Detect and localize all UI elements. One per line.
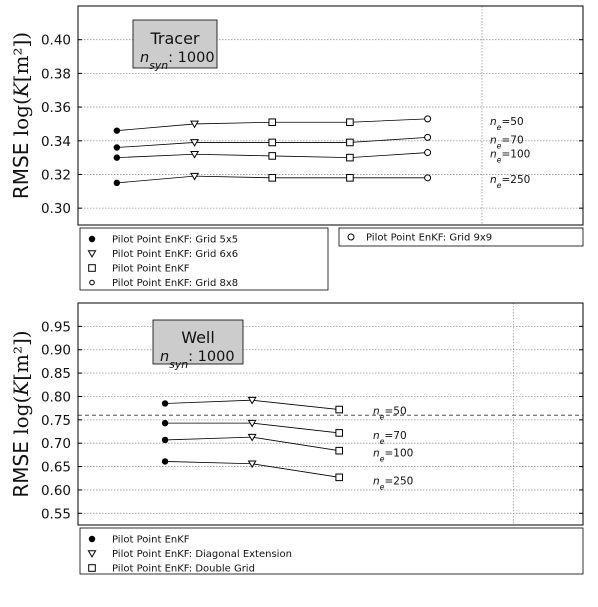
data-point [347, 154, 354, 161]
data-point [162, 437, 168, 443]
chart-panel-2 [41, 303, 583, 575]
legend-marker [89, 536, 95, 542]
y-tick-label: 0.70 [40, 436, 71, 453]
y-tick-label: 0.36 [40, 100, 71, 117]
y-tick-label: 0.65 [40, 459, 71, 476]
data-point [336, 430, 343, 437]
data-point [347, 139, 354, 146]
y-tick-label: 0.38 [40, 66, 71, 83]
info-box-title: Tracer [150, 29, 200, 48]
legend-label: Pilot Point EnKF: Grid 8x8 [112, 278, 239, 289]
info-box-title: Well [181, 328, 215, 347]
data-point [425, 116, 431, 122]
series-label: $n_e=70$ [490, 134, 524, 150]
legend-marker [90, 280, 95, 285]
series-label: $n_e=250$ [373, 475, 414, 491]
y-tick-label: 0.95 [40, 319, 71, 336]
info-box-subtitle: $n_{syn}$: 1000 [160, 349, 235, 371]
y-tick-label: 0.60 [40, 482, 71, 499]
legend-label: Pilot Point EnKF: Grid 5x5 [112, 234, 239, 246]
legend-label: Pilot Point EnKF: Double Grid [112, 563, 255, 575]
data-point [347, 119, 354, 126]
chart-panel-1 [41, 6, 583, 290]
series-label: $n_e=100$ [373, 447, 414, 464]
legend-marker [89, 565, 96, 572]
y-tick-label: 0.90 [40, 342, 71, 359]
data-point [425, 134, 431, 140]
data-point [425, 150, 431, 156]
data-point [114, 154, 120, 160]
data-point [269, 119, 276, 126]
info-box-subtitle: $n_{syn}$: 1000 [140, 50, 215, 72]
data-point [269, 139, 276, 146]
data-point [336, 406, 343, 413]
data-point [162, 420, 168, 426]
data-point [425, 175, 431, 181]
data-point [162, 458, 168, 464]
y-tick-label: 0.32 [40, 167, 71, 184]
series-label: $n_e=70$ [373, 429, 407, 446]
data-point [269, 153, 276, 160]
legend-label: Pilot Point EnKF [112, 534, 190, 546]
legend-label: Pilot Point EnKF: Diagonal Extension [112, 549, 292, 560]
legend-marker [89, 236, 95, 242]
y-tick-label: 0.85 [40, 366, 71, 383]
data-point [336, 474, 343, 481]
y-tick-label: 0.30 [40, 201, 71, 218]
legend-label: Pilot Point EnKF [112, 263, 190, 275]
y-tick-label: 0.75 [40, 412, 71, 429]
y-tick-label: 0.80 [40, 389, 71, 406]
data-point [114, 144, 120, 150]
data-point [162, 400, 168, 406]
legend-label: Pilot Point EnKF: Grid 6x6 [112, 249, 239, 260]
data-point [347, 175, 354, 182]
y-tick-label: 0.40 [40, 32, 71, 49]
data-point [114, 180, 120, 186]
y-axis-label: RMSE log(K[m²]) [9, 330, 33, 498]
data-point [336, 447, 343, 454]
series-label: $n_e=50$ [490, 115, 524, 132]
legend-marker [89, 265, 96, 272]
series-label: $n_e=100$ [490, 148, 531, 165]
legend-marker [348, 234, 354, 240]
y-tick-label: 0.55 [40, 506, 71, 523]
data-point [269, 175, 276, 182]
series-label: $n_e=50$ [373, 405, 407, 422]
y-axis-label: RMSE log(K[m²]) [9, 31, 33, 200]
series-label: $n_e=250$ [490, 173, 531, 190]
y-tick-label: 0.34 [40, 133, 71, 150]
data-point [114, 127, 120, 133]
legend-label: Pilot Point EnKF: Grid 9x9 [366, 232, 493, 244]
